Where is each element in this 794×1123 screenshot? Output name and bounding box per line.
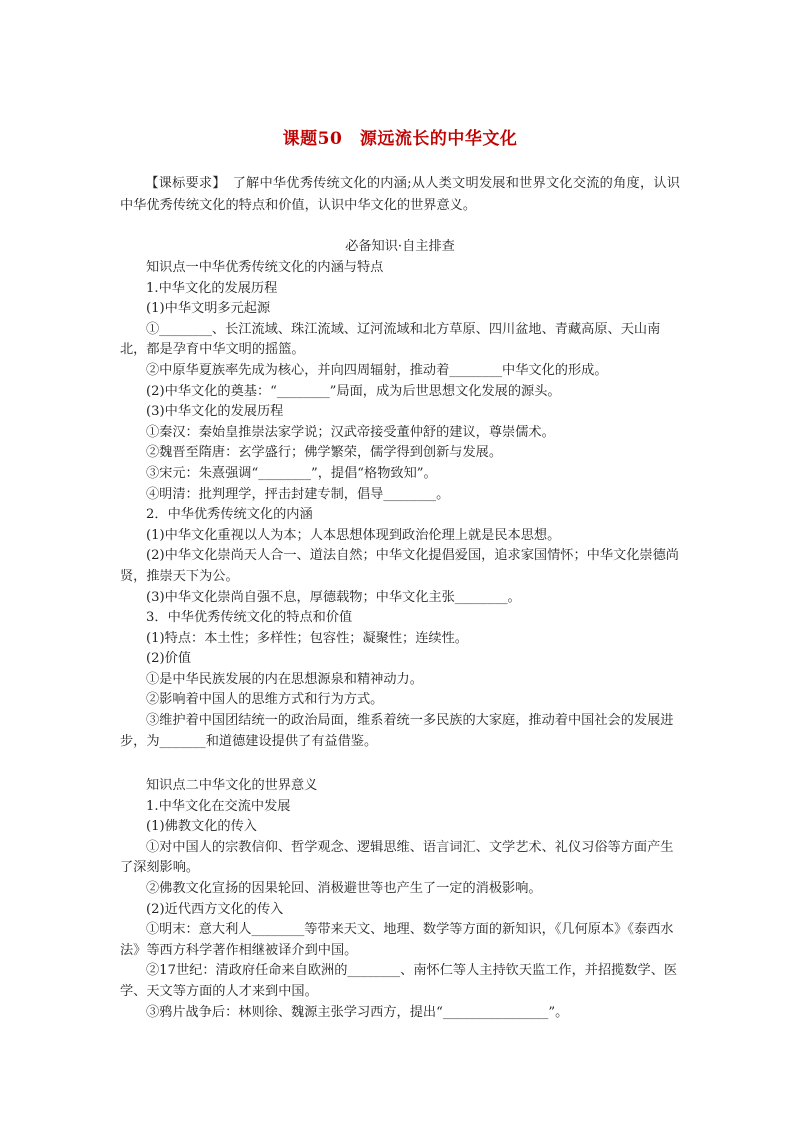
paragraph: (3)中华文化的发展历程 (146, 404, 284, 420)
paragraph: (1)中华文化重视以人为本；人本思想体现到政治伦理上就是民本思想。 (146, 527, 561, 543)
curriculum-requirement (120, 173, 680, 217)
paragraph: ②魏晋至隋唐：玄学盛行；佛学繁荣，儒学得到创新与发展。 (146, 445, 503, 461)
paragraph: 1.中华文化的发展历程 (146, 280, 278, 296)
section-heading: 必备知识·自主排查 (345, 239, 455, 254)
paragraph: 知识点二中华文化的世界意义 (146, 778, 318, 793)
paragraph: ②17世纪：清政府任命来自欧洲的________、南怀仁等人主持钦天监工作，并招揽数学、医学、天文等方面的人才来到中国。 (120, 963, 678, 999)
paragraph: ②影响着中国人的思维方式和行为方式。 (146, 692, 384, 708)
paragraph: ①________、长江流域、珠江流域、辽河流域和北方草原、四川盆地、青藏高原、天山南北，都是孕育中华文明的摇篮。 (120, 321, 661, 358)
paragraph: ④明清：批判理学，抨击封建专制，倡导________。 (146, 486, 450, 502)
paragraph: 1.中华文化在交流中发展 (146, 798, 291, 814)
requirement-text: 了解中华优秀传统文化的内涵;从人类文明发展和世界文化交流的角度，认识中华优秀传统文化的特点和价值，认识中华文化的世界意义。 (120, 176, 680, 213)
paragraph: (1)特点：本土性；多样性；包容性；凝聚性；连续性。 (146, 630, 468, 646)
paragraph: ②中原华夏族率先成为核心，并向四周辐射，推动着________中华文化的形成。 (146, 362, 608, 378)
paragraph: ①秦汉：秦始皇推崇法家学说；汉武帝接受董仲舒的建议，尊崇儒术。 (146, 424, 555, 440)
paragraph: 2．中华优秀传统文化的内涵 (146, 507, 313, 523)
paragraph: ③鸦片战争后：林则徐、魏源主张学习西方，提出“________________”。 (146, 1004, 569, 1020)
paragraph: ②佛教文化宣扬的因果轮回、消极避世等也产生了一定的消极影响。 (146, 880, 542, 896)
paragraph: (2)中华文化的奠基：“________”局面，成为后世思想文化发展的源头。 (146, 383, 561, 399)
page-title: 课题50 源远流长的中华文化 (282, 129, 518, 149)
paragraph: (2)近代西方文化的传入 (146, 901, 284, 917)
knowledge-section-2 (120, 776, 680, 1023)
paragraph: (1)佛教文化的传入 (146, 819, 257, 835)
requirement-label: 【课标要求】 (145, 176, 220, 191)
paragraph: (3)中华文化崇尚自强不息，厚德载物；中华文化主张________。 (146, 589, 521, 605)
paragraph: ①明末：意大利人________等带来天文、地理、数学等方面的新知识，《几何原本》《泰西水法》等西方科学著作相继被译介到中国。 (120, 922, 674, 958)
paragraph: (2)中华文化崇尚天人合一、道法自然；中华文化提倡爱国，追求家国情怀；中华文化崇德尚贤，推崇天下为公。 (120, 548, 679, 584)
paragraph: 知识点一中华优秀传统文化的内涵与特点 (146, 260, 384, 275)
paragraph: ①是中华民族发展的内在思想源泉和精神动力。 (146, 671, 423, 687)
paragraph: (1)中华文明多元起源 (146, 301, 271, 317)
paragraph: (2)价值 (146, 651, 192, 667)
knowledge-section-1 (120, 258, 680, 752)
paragraph: ①对中国人的宗教信仰、哲学观念、逻辑思维、语言词汇、文学艺术、礼仪习俗等方面产生了深刻影响。 (120, 839, 674, 876)
paragraph: ③宋元：朱熹强调“________”，提倡“格物致知”。 (146, 465, 437, 481)
paragraph: ③维护着中国团结统一的政治局面，维系着统一多民族的大家庭，推动着中国社会的发展进步，为_______和道德建设提供了有益借鉴。 (120, 713, 674, 749)
paragraph: 3．中华优秀传统文化的特点和价值 (146, 610, 353, 626)
